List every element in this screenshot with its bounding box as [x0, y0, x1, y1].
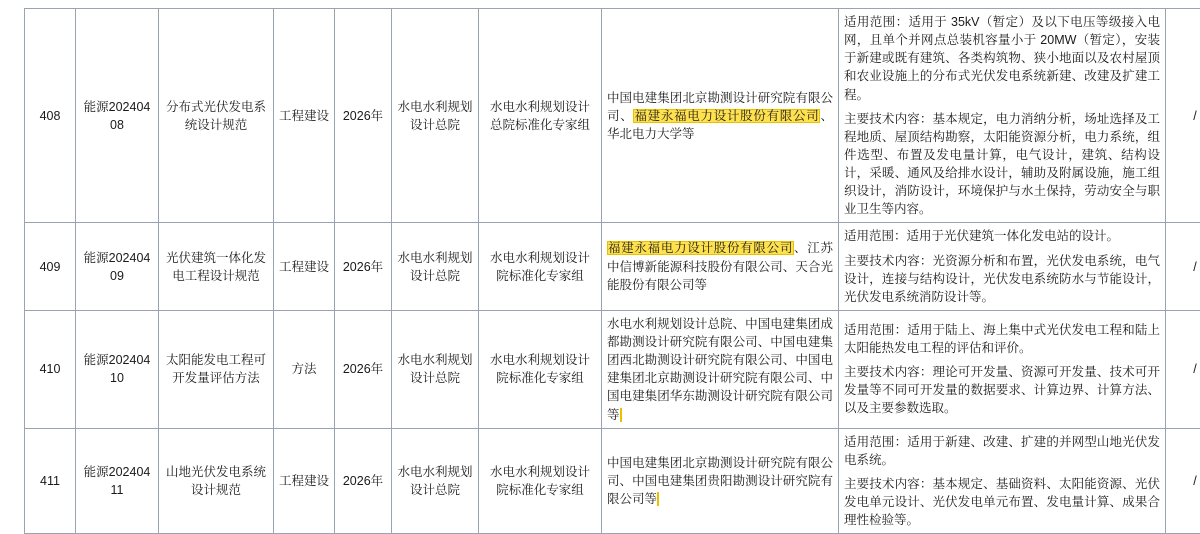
row-standard-name: 分布式光伏发电系统设计规范: [159, 9, 274, 223]
row-drafting-units: [602, 310, 839, 428]
scope-block: [844, 13, 1160, 104]
content-label: 主要技术内容：: [844, 477, 933, 491]
scope-text: 适用于陆上、海上集中式光伏发电工程和陆上太阳能热发电工程的评估和评价。: [844, 323, 1160, 355]
content-text: 基本规定，电力消纳分析，场址选择及工程地质、屋顶结构勘察，太阳能资源分析，电力系统，组件选型、布置及发电量计算，电气设计，建筑、结构设计，采暖、通风及给排水设计，辅助及附属设施，施工组织设计，消防设计，环境保护与水土保持，劳动安全与职业卫生等内容。: [844, 112, 1160, 217]
scope-label: 适用范围：: [844, 229, 907, 243]
row-expert-group: 水电水利规划设计总院标准化专家组: [479, 9, 602, 223]
highlighted-company: [657, 492, 659, 506]
scope-block: [844, 227, 1160, 245]
row-note: /: [1166, 9, 1200, 223]
table-row: [25, 223, 1200, 311]
scope-block: [844, 433, 1160, 469]
row-type: 方法: [274, 310, 335, 428]
content-label: 主要技术内容：: [844, 112, 933, 126]
content-block: [844, 252, 1160, 306]
content-label: 主要技术内容：: [844, 365, 933, 379]
content-text: 基本规定、基础资料、太阳能资源、光伏发电单元设计、光伏发电单元布置、发电量计算、成果合理性检验等。: [844, 477, 1160, 527]
row-note: /: [1166, 310, 1200, 428]
scope-text: 适用于光伏建筑一体化发电站的设计。: [907, 229, 1120, 243]
row-year: 2026年: [335, 9, 392, 223]
row-description: [839, 310, 1166, 428]
table-row: [25, 310, 1200, 428]
row-expert-group: 水电水利规划设计院标准化专家组: [479, 428, 602, 534]
row-year: 2026年: [335, 428, 392, 534]
scope-block: [844, 321, 1160, 357]
highlighted-company: 福建永福电力设计股份有限公司: [607, 241, 794, 255]
row-standard-name: 太阳能发电工程可开发量评估方法: [159, 310, 274, 428]
row-code: 能源20240409: [76, 223, 159, 311]
row-year: 2026年: [335, 223, 392, 311]
table-body: [25, 9, 1200, 534]
highlighted-company: 福建永福电力设计股份有限公司: [633, 109, 820, 123]
row-type: 工程建设: [274, 428, 335, 534]
scope-label: 适用范围：: [844, 323, 907, 337]
row-index: 410: [25, 310, 76, 428]
content-block: [844, 363, 1160, 417]
row-index: 409: [25, 223, 76, 311]
units-prefix-text: 水电水利规划设计总院、中国电建集团成都勘测设计研究院有限公司、中国电建集团西北勘测设计研究院有限公司、中国电建集团北京勘测设计研究院有限公司、中国电建集团华东勘测设计研究院有限公司等: [607, 317, 833, 422]
content-text: 光资源分析和布置，光伏发电系统，电气设计，连接与结构设计，光伏发电系统防水与节能设计，光伏发电系统消防设计等。: [844, 254, 1160, 304]
row-description: [839, 223, 1166, 311]
units-prefix-text: 中国电建集团北京勘测设计研究院有限公司、: [607, 91, 833, 123]
row-drafting-units: [602, 223, 839, 311]
content-block: [844, 110, 1160, 219]
row-index: 411: [25, 428, 76, 534]
row-expert-group: 水电水利规划设计院标准化专家组: [479, 223, 602, 311]
row-type: 工程建设: [274, 9, 335, 223]
row-drafting-units: [602, 9, 839, 223]
row-description: [839, 9, 1166, 223]
units-suffix-text: 、华北电力大学等: [607, 109, 833, 141]
row-type: 工程建设: [274, 223, 335, 311]
units-prefix-text: 中国电建集团北京勘测设计研究院有限公司、中国电建集团贵阳勘测设计研究院有限公司等: [607, 456, 833, 506]
row-code: 能源20240410: [76, 310, 159, 428]
row-note: /: [1166, 223, 1200, 311]
row-organization: 水电水利规划设计总院: [392, 428, 479, 534]
scope-label: 适用范围：: [844, 15, 908, 29]
standards-table: [24, 8, 1200, 534]
content-text: 理论可开发量、资源可开发量、技术可开发量等不同可开发量的数据要求、计算边界、计算方法、以及主要参数选取。: [844, 365, 1160, 415]
table-row: [25, 9, 1200, 223]
row-expert-group: 水电水利规划设计院标准化专家组: [479, 310, 602, 428]
row-code: 能源20240408: [76, 9, 159, 223]
scope-text: 适用于新建、改建、扩建的并网型山地光伏发电系统。: [844, 435, 1160, 467]
content-label: 主要技术内容：: [844, 254, 933, 268]
scope-text: 适用于 35kV（暂定）及以下电压等级接入电网，且单个并网点总装机容量小于 20MW（暂定），安装于新建或既有建筑、各类构筑物、狭小地面以及农村屋顶和农业设施上的分布式光伏发电系统新建、改建及扩建工程。: [844, 15, 1160, 102]
highlighted-company: [620, 408, 622, 422]
row-year: 2026年: [335, 310, 392, 428]
row-standard-name: 光伏建筑一体化发电工程设计规范: [159, 223, 274, 311]
row-code: 能源20240411: [76, 428, 159, 534]
content-block: [844, 475, 1160, 529]
row-index: 408: [25, 9, 76, 223]
row-organization: 水电水利规划设计总院: [392, 310, 479, 428]
row-organization: 水电水利规划设计总院: [392, 9, 479, 223]
row-organization: 水电水利规划设计总院: [392, 223, 479, 311]
units-suffix-text: 、江苏中信博新能源科技股份有限公司、天合光能股份有限公司等: [607, 241, 833, 291]
row-standard-name: 山地光伏发电系统设计规范: [159, 428, 274, 534]
scope-label: 适用范围：: [844, 435, 907, 449]
row-note: /: [1166, 428, 1200, 534]
